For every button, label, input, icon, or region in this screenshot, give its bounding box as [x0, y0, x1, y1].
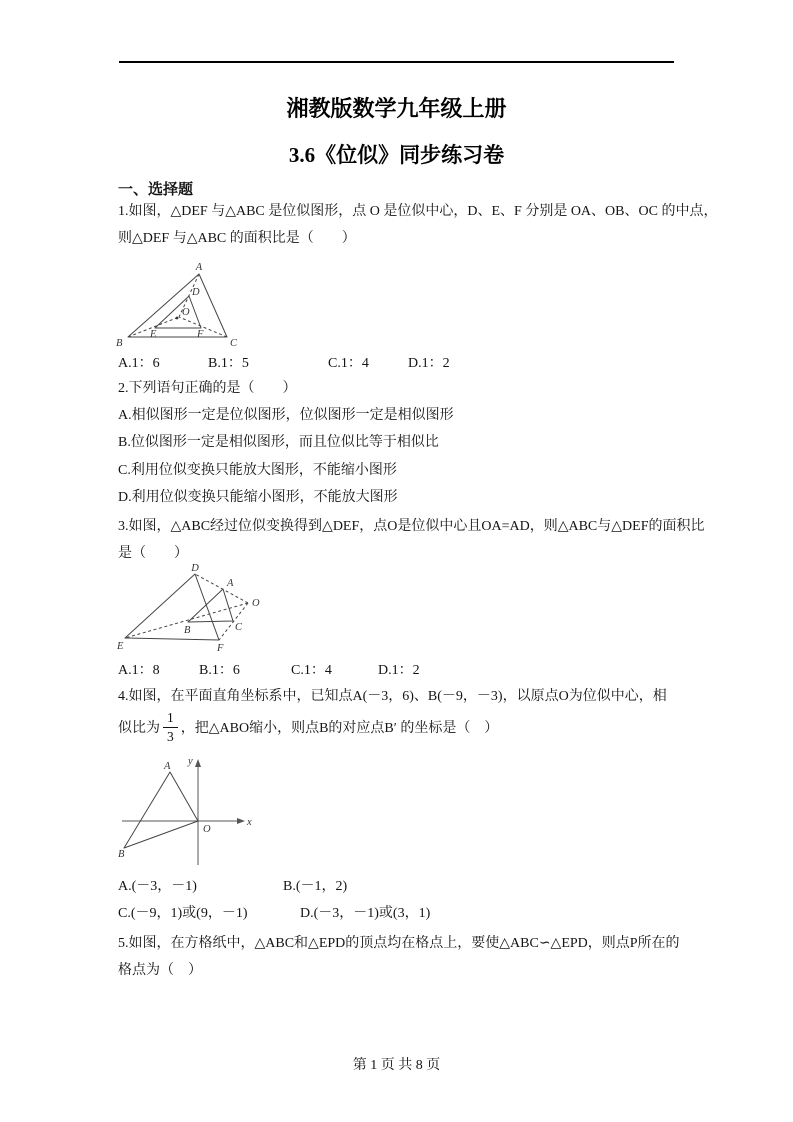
q4-fig-label-b: B: [118, 849, 125, 860]
q1-option-b: B.1：5: [208, 356, 249, 371]
q4-fig-triangle-abo: [124, 772, 198, 848]
q3-stem-line2: 是（ ）: [118, 546, 188, 561]
q1-option-c: C.1：4: [328, 356, 369, 371]
fraction-denominator: 3: [167, 728, 174, 744]
q1-stem-line2: 则△DEF 与△ABC 的面积比是（ ）: [118, 231, 356, 246]
page-number-footer: 第 1 页 共 8 页: [352, 1058, 441, 1073]
q2-option-a: A.相似图形一定是位似图形，位似图形一定是相似图形: [118, 408, 454, 423]
q4-stem-line1: 4.如图，在平面直角坐标系中，已知点A(－3，6)、B(－9，－3)，以原点O为位似中心，相: [118, 689, 667, 704]
q4-fig-label-a: A: [164, 761, 171, 772]
q3-option-c: C.1：4: [291, 663, 332, 678]
q1-fig-label-b: B: [116, 338, 123, 348]
q3-fig-label-f: F: [217, 643, 224, 652]
q1-option-d: D.1：2: [408, 356, 450, 371]
fraction-one-third: [163, 710, 178, 744]
q2-option-d: D.利用位似变换只能缩小图形，不能放大图形: [118, 490, 398, 505]
q4-fig-label-y: y: [188, 756, 193, 767]
q3-fig-label-b: B: [184, 625, 191, 636]
q1-figure: [115, 258, 250, 348]
q4-stem-line2: [118, 706, 498, 748]
q5-stem-line2: 格点为（ ）: [118, 963, 202, 978]
q2-stem: 2.下列语句正确的是（ ）: [118, 381, 297, 396]
q3-fig-label-e: E: [117, 641, 124, 652]
q1-fig-label-f: F: [197, 329, 204, 340]
q3-fig-label-d: D: [191, 563, 199, 574]
q4-option-d: D.(－3，－1)或(3，1): [300, 906, 431, 921]
q3-fig-triangle-def: [125, 574, 219, 640]
header-rule: [119, 61, 674, 63]
q4-fig-label-o: O: [203, 824, 211, 835]
q2-option-b: B.位似图形一定是相似图形，而且位似比等于相似比: [118, 435, 439, 450]
q1-fig-point-o-dot: [176, 317, 179, 320]
q3-option-a: A.1：8: [118, 663, 160, 678]
q3-option-b: B.1：6: [199, 663, 240, 678]
q1-fig-label-a: A: [195, 262, 203, 273]
q1-fig-label-e: E: [150, 329, 157, 340]
q3-fig-label-c: C: [235, 622, 243, 633]
q4-stem-line2-prefix: 似比为: [118, 721, 160, 736]
q5-stem-line1: 5.如图，在方格纸中，△ABC和△EPD的顶点均在格点上，要使△ABC∽△EPD，则点P所在的: [118, 936, 680, 951]
q4-option-c: C.(－9，1)或(9，－1): [118, 906, 248, 921]
q3-stem-line1: 3.如图，△ABC经过位似变换得到△DEF，点O是位似中心且OA=AD，则△ABC与△DEF的面积比: [118, 519, 705, 534]
q1-fig-label-d: D: [192, 287, 200, 298]
q4-fig-label-x: x: [247, 817, 252, 828]
q4-fig-y-arrowhead: [195, 759, 201, 767]
q4-figure: [112, 755, 257, 870]
section-header: 一、选择题: [118, 182, 194, 198]
q3-fig-label-o: O: [252, 598, 260, 609]
q3-fig-dashed-od: [195, 574, 248, 603]
doc-title: 湘教版数学九年级上册: [286, 96, 507, 121]
q1-fig-label-c: C: [230, 338, 238, 348]
q1-option-a: A.1：6: [118, 356, 160, 371]
q4-fig-x-arrowhead: [237, 818, 245, 824]
q4-stem-line2-suffix: ，把△ABO缩小，则点B的对应点B′ 的坐标是（ ）: [180, 721, 499, 736]
fraction-numerator: 1: [163, 710, 178, 728]
q2-option-c: C.利用位似变换只能放大图形，不能缩小图形: [118, 463, 397, 478]
q1-fig-label-o: O: [182, 307, 190, 318]
q3-option-d: D.1：2: [378, 663, 420, 678]
q3-figure: [115, 562, 265, 652]
q1-stem-line1: 1.如图，△DEF 与△ABC 是位似图形，点 O 是位似中心，D、E、F 分别是 OA、OB、OC 的中点，: [118, 204, 718, 219]
doc-subtitle: 3.6《位似》同步练习卷: [288, 143, 505, 167]
q4-option-a: A.(－3，－1): [118, 879, 197, 894]
q4-option-b: B.(－1，2): [283, 879, 348, 894]
q3-fig-label-a: A: [227, 578, 234, 589]
